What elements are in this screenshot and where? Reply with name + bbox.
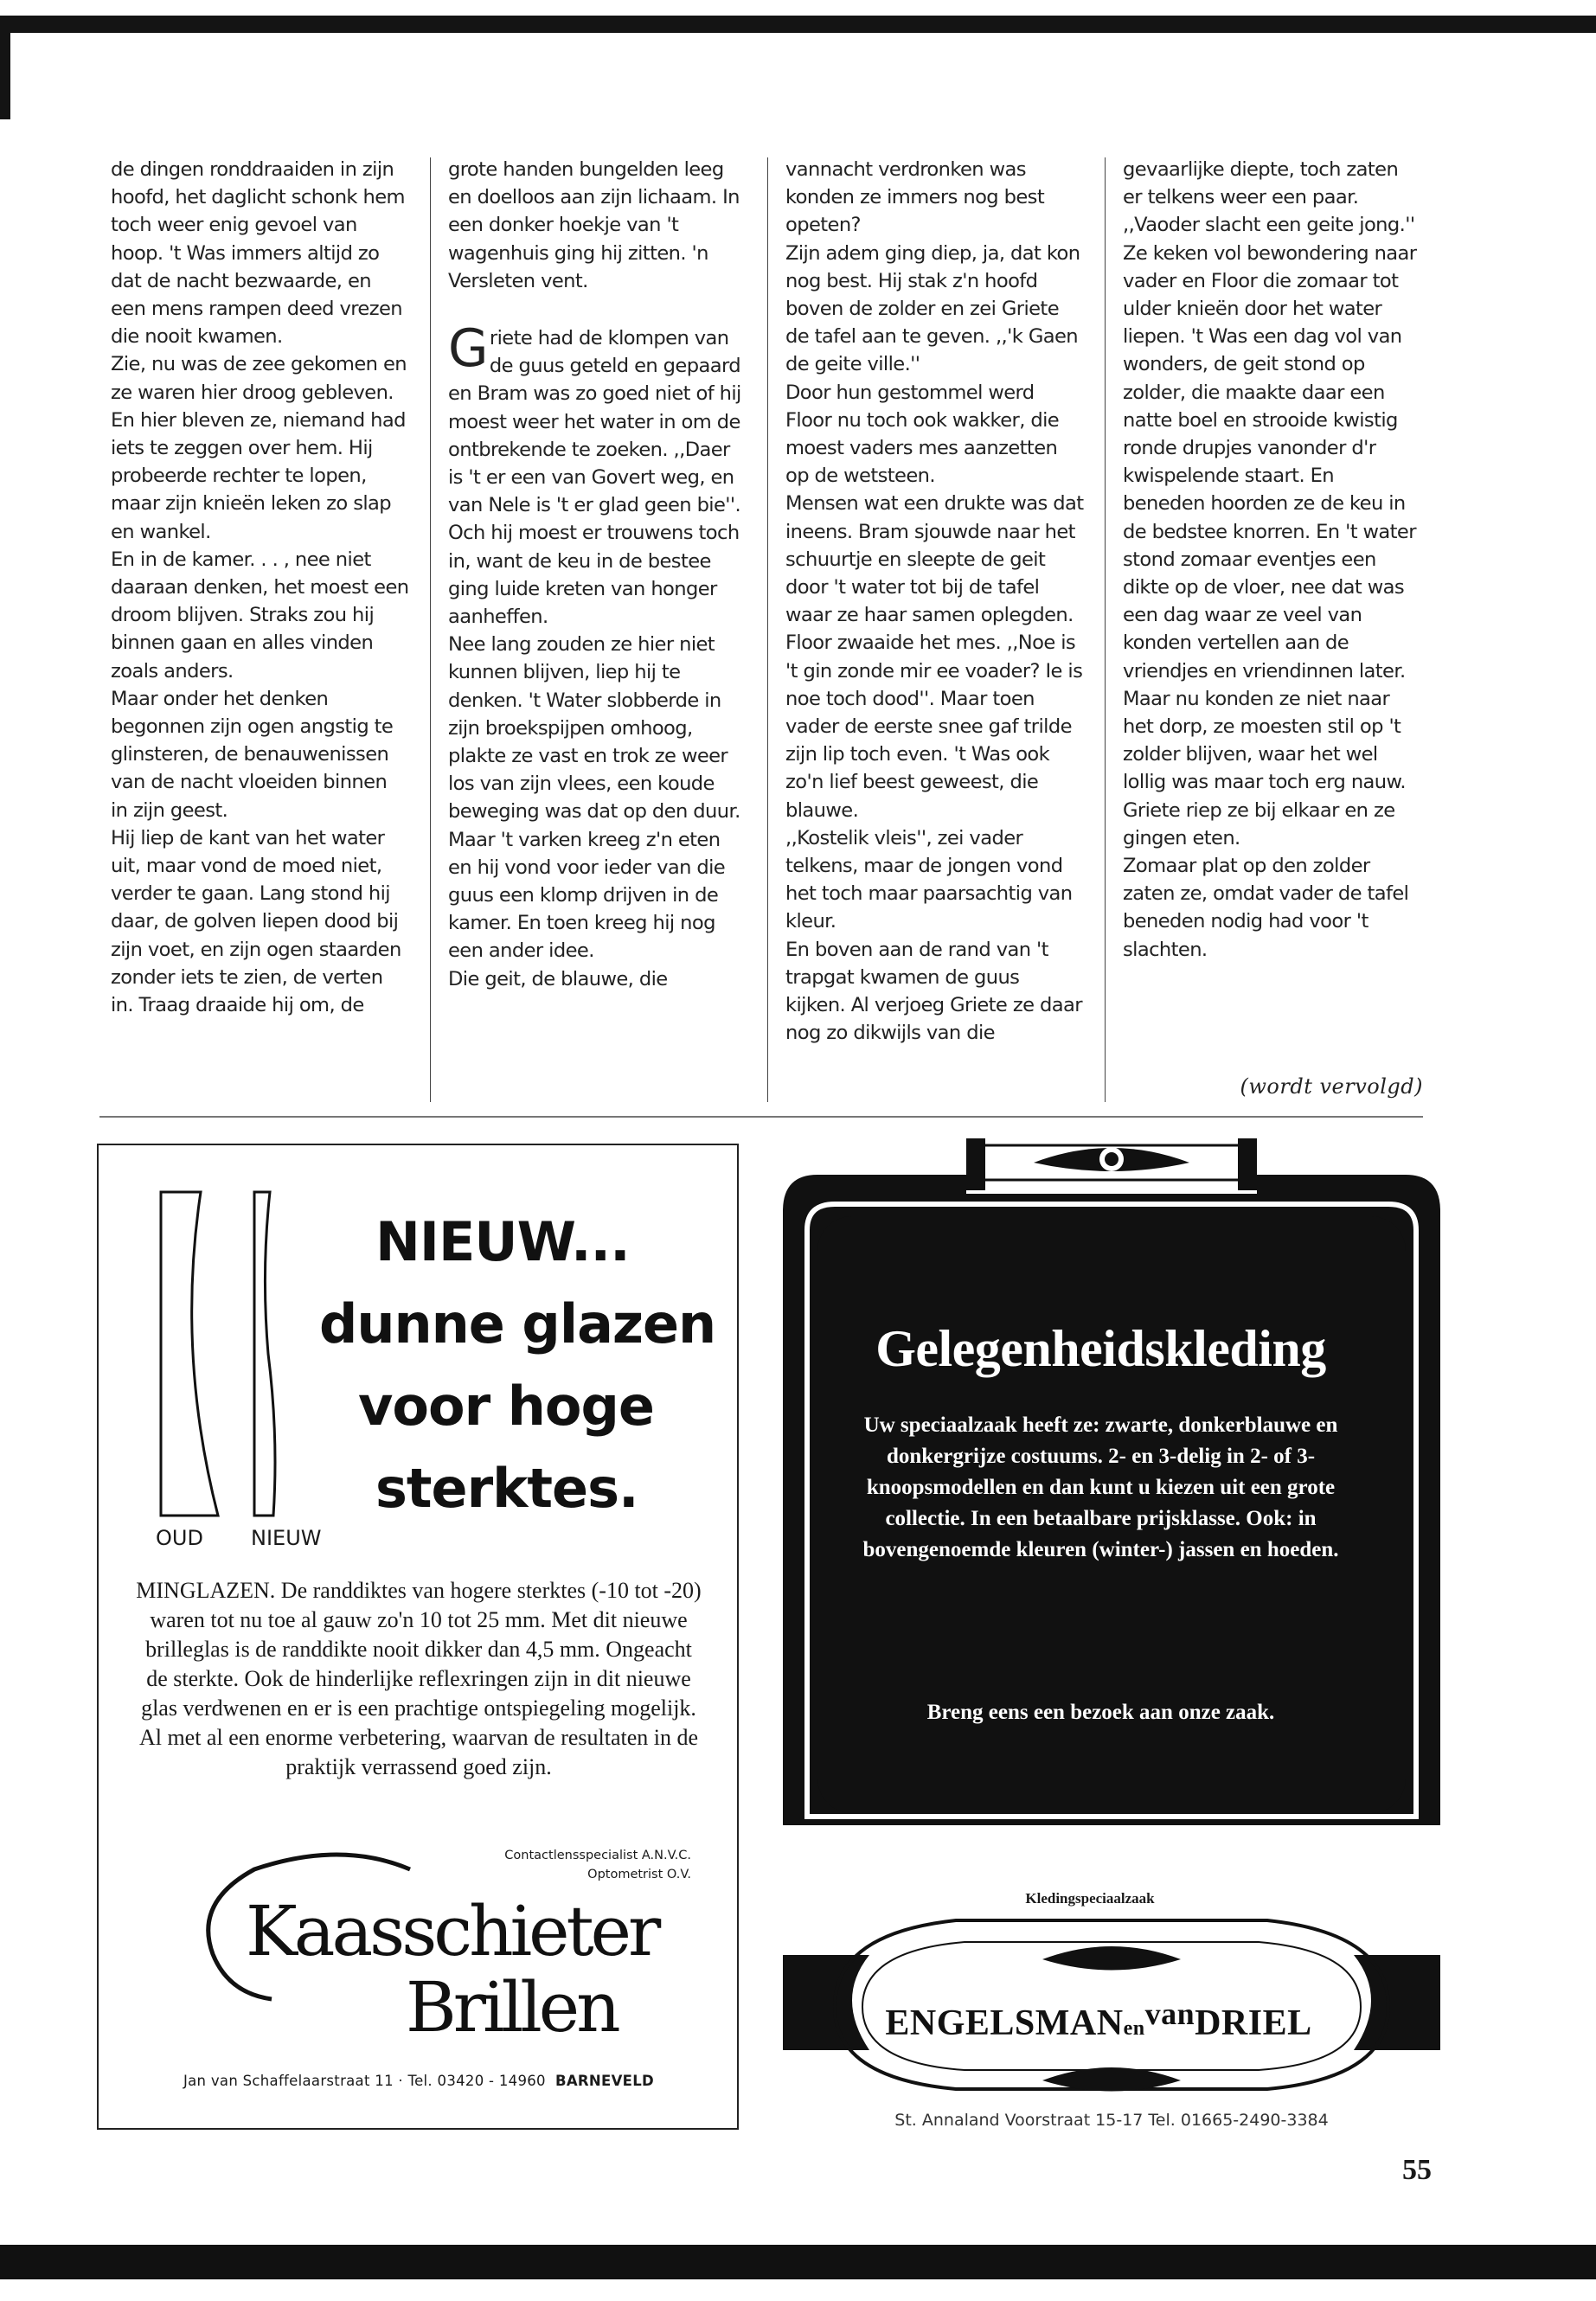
ad-body-text: MINGLAZEN. De randdiktes van hogere sterktes (-10 tot -20) waren tot nu toe al gauw zo'n 10 tot 25 mm. Met dit nieuwe brilleglas is de randdikte nooit dikker dan 4,5 mm. Ongeacht de sterkte. Ook de hinderlijke reflexringen zijn in dit nieuwe glas verdwenen en er is een prachtige ontspiegeling mogelijk. Al met al een enorme verbetering, waarvan de resultaten in de praktijk verrassend goed zijn. (136, 1578, 702, 1779)
visit-invitation: Breng eens een bezoek aan onze zaak. (926, 1701, 1275, 1724)
paragraph: Door hun gestommel werd Floor nu toch ook wakker, die moest vaders mes aanzetten op de wetsteen. (785, 381, 1060, 488)
eyewear-advertisement (97, 1144, 739, 2130)
panel-title: Gelegenheidskleding (875, 1320, 1326, 1377)
paragraph: Zomaar plat op den zolder zaten ze, omdat vader de tafel beneden nodig had voor 't slachten. (1123, 855, 1409, 961)
headline-line-4: sterktes. (375, 1457, 638, 1520)
top-crest-icon (966, 1138, 1257, 1190)
to-be-continued: (wordt vervolgd) (1240, 1074, 1423, 1099)
paragraph: Mensen wat een drukte was dat ineens. Bram sjouwde naar het schuurtje en sleepte de geit door 't water tot bij de tafel waar ze haar samen oplegden. Floor zwaaide het mes. ,,Noe is 't gin zonde mir ee voader? Ie is noe toch dood''. Maar toen vader de eerste snee gaf trilde zijn lip toch even. 't Was ook zo'n lief beest geweest, die blauwe. (785, 492, 1084, 822)
headline-line-1: NIEUW... (375, 1210, 630, 1273)
credential-1: Contactlensspecialist A.N.V.C. (504, 1849, 691, 1862)
paragraph: Ze keken vol bewondering naar vader en Floor die zomaar tot ulder knieën door het water liepen. 't Was een dag vol van wonders, de geit stond op zolder, die maakte daar een natte boel en strooide kwistig ronde drupjes vanonder d'r kwispelende staart. En beneden hoorden ze de keu in de bedstee knorren. En 't water stond zomaar eventjes een dikte op de vloer, nee dat was een dag waar ze veel van konden vertellen aan de vriendjes en vriendinnen later. Maar nu konden ze niet naar het dorp, ze moesten stil op 't zolder blijven, waar het wel lollig was maar toch erg nauw. (1123, 241, 1417, 794)
paragraph: Zie, nu was de zee gekomen en ze waren hier droog gebleven. En hier bleven ze, niemand had iets te zeggen over hem. Hij probeerde rechter te lopen, maar zijn knieën leken zo slap en wankel. (111, 353, 407, 543)
drop-cap: G (448, 318, 488, 380)
brand-name: Kaasschieter (246, 1891, 658, 1971)
column-rule (430, 157, 431, 1102)
credentials (440, 1846, 691, 1884)
shop-address: Jan van Schaffelaarstraat 11 · Tel. 03420 - 14960 BARNEVELD (183, 2073, 655, 2089)
paragraph: vannacht verdronken was konden ze immers nog best opeten? (785, 158, 1045, 237)
paragraph: Maar onder het denken begonnen zijn ogen angstig te glinsteren, de benauwenissen van de nacht vloeiden binnen in zijn geest. (111, 687, 394, 822)
page-number: 55 (1402, 2154, 1432, 2186)
paragraph: Griete had de klompen van de guus geteld en gepaard en Bram was zo goed niet of hij moest weer het water in om de ontbrekende te zoeken. ,,Daer is 't er een van Govert weg, en van Nele is 't er glad geen bie''. (448, 318, 741, 517)
paragraph: gevaarlijke diepte, toch zaten er telkens weer een paar. ,,Vaoder slacht een geite jong.'' (1123, 158, 1415, 237)
left-border (0, 16, 10, 119)
brand-subname: Brillen (406, 1967, 618, 2048)
bottom-border (0, 2245, 1596, 2279)
new-lens-icon (254, 1192, 275, 1516)
paragraph: Die geit, de blauwe, die (448, 967, 668, 990)
lens-comparison-icon (151, 1185, 298, 1522)
paragraph: Zijn adem ging diep, ja, dat kon nog best. Hij stak z'n hoofd boven de zolder en zei Griete de tafel aan te geven. ,,'k Gaen de geite ville.'' (785, 241, 1080, 376)
article-column-4 (1123, 156, 1421, 964)
paragraph: Hij liep de kant van het water uit, maar vond de moed niet, verder te gaan. Lang stond hij daar, de golven liepen dood bij zijn voet, en zijn ogen staarden zonder iets te zien, de verten in. Traag draaide hij om, de (111, 826, 401, 1017)
panel-body-text: Uw speciaalzaak heeft ze: zwarte, donkerblauwe en donkergrijze costuums. 2- en 3-delig in 2- of 3-knoopsmodellen en dan kunt u kiezen uit een grote collectie. In een betaalbare prijsklasse. Ook: in bovengenoemde kleuren (winter-) jassen en hoeden. (862, 1413, 1339, 1561)
paragraph: Nee lang zouden ze hier niet kunnen blijven, liep hij te denken. 't Water slobberde in zijn broekspijpen omhoog, plakte ze vast en trok ze weer los van zijn vlees, een koude beweging was dat op den duur. Maar 't varken kreeg z'n eten en hij vond voor ieder van die guus een klomp drijven in de kamer. En toen kreeg hij nog een ander idee. (448, 633, 740, 963)
paragraph: grote handen bungelden leeg en doelloos aan zijn lichaam. In een donker hoekje van 't wagenhuis ging hij zitten. 'n Versleten vent. (448, 158, 740, 292)
section-divider (99, 1116, 1423, 1118)
column-rule (767, 157, 768, 1102)
new-lens-label: NIEUW (251, 1526, 322, 1550)
paragraph: En boven aan de rand van 't trapgat kwamen de guus kijken. Al verjoeg Griete ze daar nog zo dikwijls van die (785, 938, 1082, 1045)
headline-line-2: dunne glazen (319, 1292, 716, 1356)
store-brand-name: ENGELSMANenvanDRIEL (885, 1997, 1312, 2043)
paragraph: Och hij moest er trouwens toch in, want de keu in de bestee ging luide kreten van honger aanheffen. (448, 522, 740, 629)
paragraph: ,,Kostelik vleis'', zei vader telkens, maar de jongen vond het toch maar paarsachtig van kleur. (785, 826, 1073, 933)
paragraph: En in de kamer. . . , nee niet daaraan denken, het moest een droom blijven. Straks zou hij binnen gaan en alles vinden zoals anders. (111, 548, 409, 683)
article-column-2 (448, 156, 747, 993)
old-lens-icon (161, 1192, 218, 1516)
column-rule (1105, 157, 1106, 1102)
article-column-1 (111, 156, 409, 1019)
headline-line-3: voor hoge (358, 1375, 654, 1438)
article-column-3 (785, 156, 1084, 1048)
top-border (0, 16, 1596, 33)
credential-2: Optometrist O.V. (587, 1868, 691, 1881)
clothing-ad-frame (783, 1133, 1440, 2119)
store-category-label: Kledingspeciaalzaak (1025, 1890, 1155, 1907)
old-lens-label: OUD (156, 1526, 203, 1550)
paragraph: Griete riep ze bij elkaar en ze gingen eten. (1123, 798, 1395, 849)
store-address: St. Annaland Voorstraat 15-17 Tel. 01665-2490-3384 (894, 2111, 1329, 2130)
paragraph: de dingen ronddraaiden in zijn hoofd, het daglicht schonk hem toch weer enig gevoel van hoop. 't Was immers altijd zo dat de nacht bezwaarde, en een mens rampen deed vrezen die nooit kwamen. (111, 158, 405, 349)
